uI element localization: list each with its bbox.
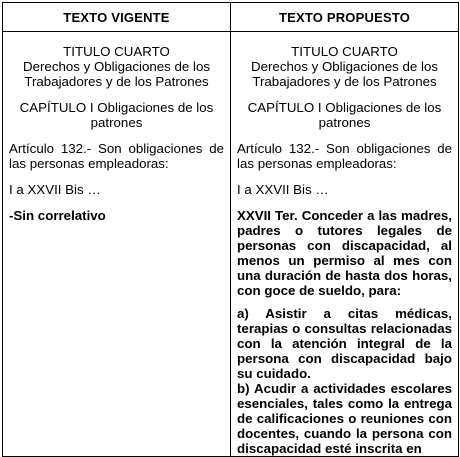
no-correlative-note: -Sin correlativo (9, 208, 106, 223)
article-intro: Artículo 132.- Son obligaciones de las personas empleadoras: (9, 141, 224, 171)
header-current-text: TEXTO VIGENTE (3, 3, 231, 32)
current-text-cell (3, 32, 231, 457)
title-subheading: Derechos y Obligaciones de los Trabajadores y de los Patrones (23, 59, 210, 89)
chapter-heading: CAPÍTULO I Obligaciones de los patrones (19, 100, 214, 130)
fractions-range: I a XXVII Bis … (237, 182, 329, 197)
table-header-row (3, 3, 459, 32)
subsection-b: b) Acudir a actividades escolares esenciales, tales como la entrega de calificaciones o reuniones con docentes, cuando la persona con discapacidad esté inscrita en (237, 381, 452, 456)
chapter-heading: CAPÍTULO I Obligaciones de los patrones (247, 100, 442, 130)
proposed-text-cell (231, 32, 459, 457)
title-heading: TITULO CUARTO (63, 44, 170, 59)
table-row (3, 32, 459, 457)
article-intro: Artículo 132.- Son obligaciones de las personas empleadoras: (237, 141, 452, 171)
title-heading: TITULO CUARTO (291, 44, 398, 59)
subsection-a: a) Asistir a citas médicas, terapias o consultas relacionadas con la atención integral de la persona con discapacidad bajo su cuidado. (237, 306, 452, 381)
title-subheading: Derechos y Obligaciones de los Trabajadores y de los Patrones (251, 59, 438, 89)
comparison-table (2, 2, 459, 457)
fraction-xxvii-ter: XXVII Ter. Conceder a las madres, padres o tutores legales de personas con discapacidad, al menos un permiso al mes con una duración de hasta dos horas, con goce de sueldo, para: (237, 208, 452, 298)
fractions-range: I a XXVII Bis … (9, 182, 101, 197)
header-proposed-text: TEXTO PROPUESTO (231, 3, 459, 32)
